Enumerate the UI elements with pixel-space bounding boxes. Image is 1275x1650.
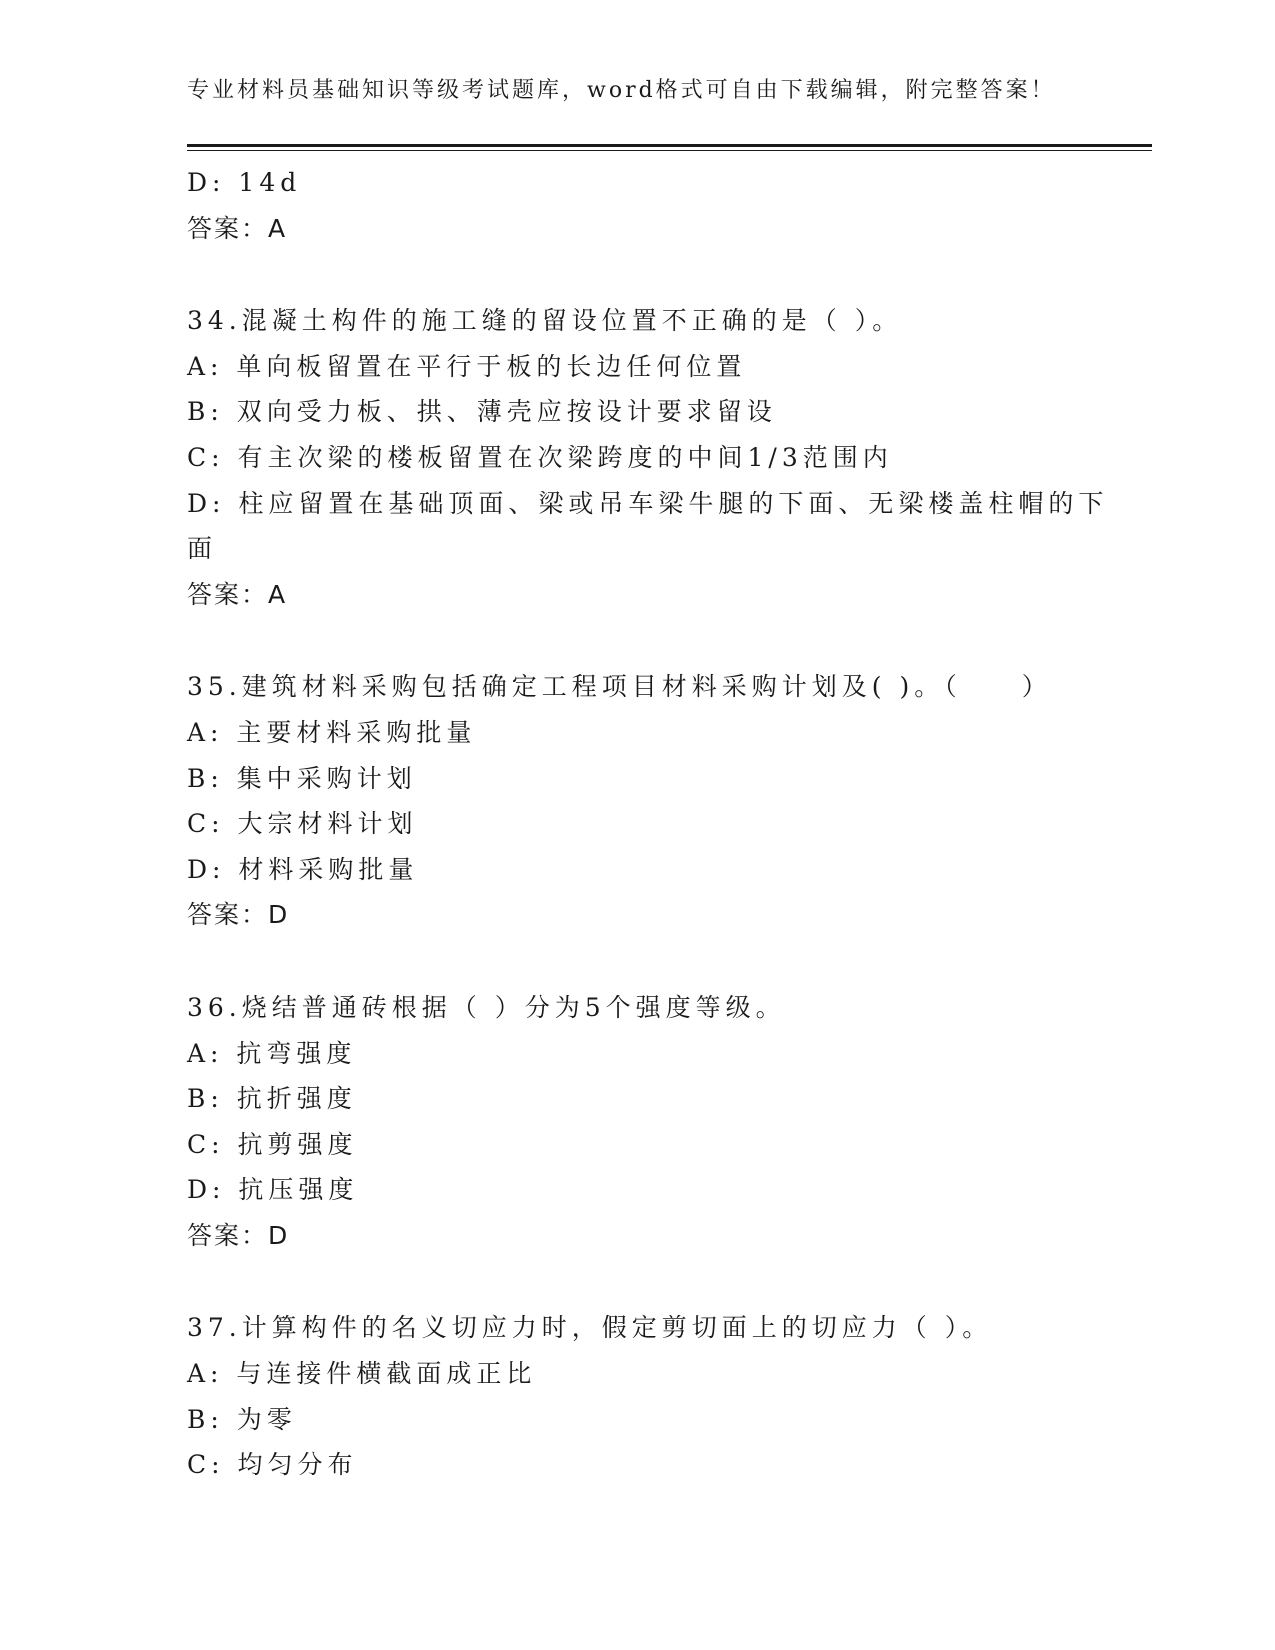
option-d: D: 柱应留置在基础顶面、梁或吊车梁牛腿的下面、无梁楼盖柱帽的下 [187,488,1109,518]
question-36 [187,985,1087,1259]
question-37 [187,1305,1087,1487]
option-d: D: 材料采购批量 [187,854,419,884]
option-a: A: 抗弯强度 [187,1038,357,1068]
answer: 答案：D [187,1220,290,1250]
answer: 答案：A [187,579,288,609]
option-a: A: 与连接件横截面成正比 [187,1359,537,1389]
option-a: A: 单向板留置在平行于板的长边任何位置 [187,351,747,381]
option-c: C: 均匀分布 [187,1450,358,1480]
question-stem: 34.混凝土构件的施工缝的留设位置不正确的是（ ）。 [187,306,903,336]
continuation-option-d: D: 14d [187,168,302,197]
option-c: C: 有主次梁的楼板留置在次梁跨度的中间1/3范围内 [187,442,893,472]
question-35 [187,664,1087,938]
option-b: B: 双向受力板、拱、薄壳应按设计要求留设 [187,397,777,427]
option-b: B: 集中采购计划 [187,763,417,793]
option-d: D: 抗压强度 [187,1175,359,1205]
question-stem: 35.建筑材料采购包括确定工程项目材料采购计划及( )。（ ） [187,672,1052,702]
question-34 [187,298,1109,617]
page-header: 专业材料员基础知识等级考试题库，word格式可自由下载编辑，附完整答案！ [187,78,1056,103]
option-a: A: 主要材料采购批量 [187,717,477,747]
header-rule-thick [187,144,1152,147]
question-stem: 36.烧结普通砖根据（ ）分为5个强度等级。 [187,992,786,1022]
option-c: C: 抗剪强度 [187,1129,358,1159]
answer: 答案：D [187,900,290,930]
question-list [187,160,1109,1488]
question-stem: 37.计算构件的名义切应力时，假定剪切面上的切应力（ ）。 [187,1313,993,1343]
option-d-continued: 面 [187,534,218,564]
header-rule-thin [187,150,1152,151]
option-c: C: 大宗材料计划 [187,809,418,839]
option-b: B: 抗折强度 [187,1084,357,1114]
continuation-answer: 答案：A [187,213,288,243]
option-b: B: 为零 [187,1404,297,1434]
